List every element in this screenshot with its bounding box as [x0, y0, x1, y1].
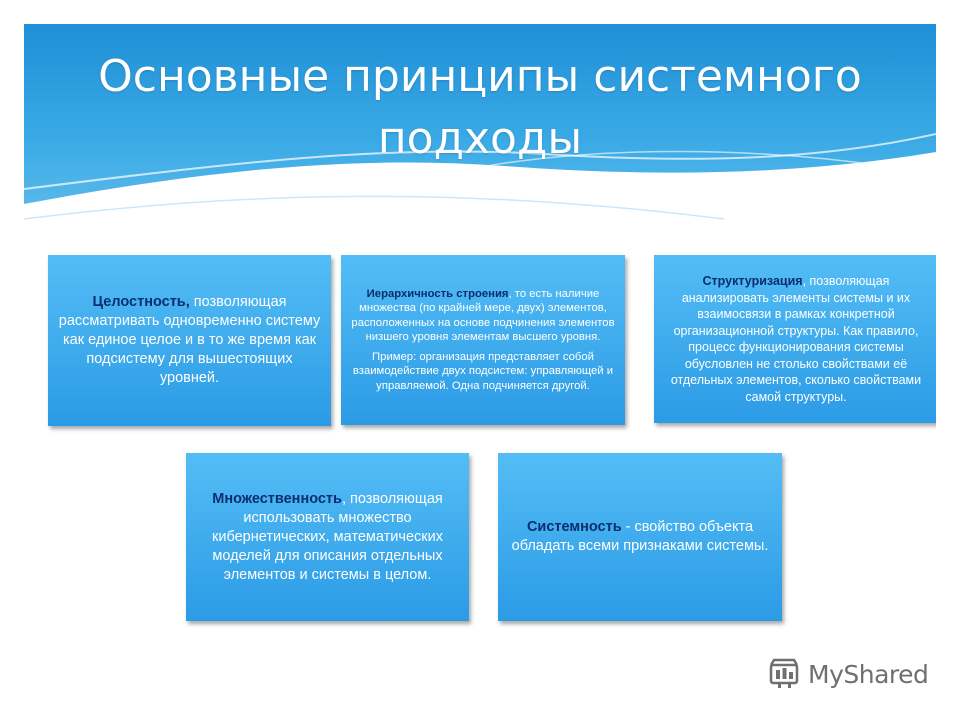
- myshared-brand-text: MyShared: [808, 659, 929, 689]
- card-plurality-term: Множественность: [212, 490, 342, 507]
- card-plurality-text: [196, 490, 459, 585]
- card-hierarchy: [341, 255, 625, 425]
- card-plurality: [186, 453, 469, 621]
- card-plurality-description: , позволяющая использовать множество кибернетических, математических моделей для описания отдельных элементов и системы в целом.: [212, 490, 443, 583]
- myshared-watermark: [768, 656, 928, 692]
- card-hierarchy-example: Пример: организация представляет собой взаимодействие двух подсистем: управляющей и управляемой. Одна подчиняется другой.: [352, 350, 614, 392]
- card-integrity: [48, 255, 331, 426]
- slide-title-line2: подходы: [377, 113, 583, 164]
- card-systemicity-term: Системность: [526, 519, 622, 535]
- card-integrity-description: позволяющая рассматривать одновременно систему как единое целое и в то же время как подсистему для вышестоящих уровней.: [58, 294, 321, 386]
- card-structuring-text: [664, 273, 928, 405]
- card-systemicity: [498, 453, 782, 621]
- card-systemicity-description: - свойство объекта обладать всеми признаками системы.: [511, 519, 769, 554]
- card-hierarchy-text: [351, 287, 615, 345]
- card-hierarchy-description: , то есть наличие множества (по крайней мере, двух) элементов, расположенных на основе подчинения элементов низшего уровня элементам высшего уровня.: [351, 287, 615, 344]
- myshared-logo-icon: [768, 657, 802, 691]
- slide-title-line1: Основные принципы системного: [98, 51, 862, 102]
- card-systemicity-text: [508, 518, 772, 556]
- card-structuring-description: , позволяющая анализировать элементы системы и их взаимосвязи в рамках конкретной организационной структуры. Как правило, процесс функционирования системы обусловлен не столько свойствами её отдельных элементов, сколько свойствами самой структуры.: [670, 274, 922, 404]
- slide: [24, 24, 936, 696]
- card-hierarchy-term: Иерархичность строения: [366, 287, 509, 300]
- card-integrity-term: Целостность,: [92, 294, 190, 310]
- slide-title: [24, 46, 936, 170]
- card-integrity-text: [58, 293, 321, 388]
- card-structuring-term: Структуризация: [702, 274, 803, 288]
- card-structuring: [654, 255, 936, 423]
